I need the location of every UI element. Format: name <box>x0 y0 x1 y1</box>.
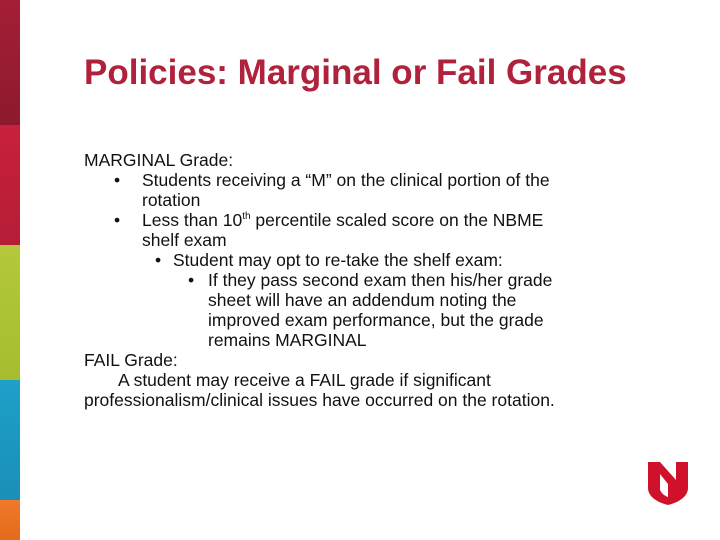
fail-text-continued: professionalism/clinical issues have occurred on the rotation. <box>84 390 555 410</box>
decor-stripe-dark-red <box>0 0 20 125</box>
fail-heading: FAIL Grade: <box>84 350 178 370</box>
bullet-text-continued: rotation <box>142 190 201 210</box>
slide-title: Policies: Marginal or Fail Grades <box>84 53 627 92</box>
marginal-heading: MARGINAL Grade: <box>84 150 234 170</box>
decor-stripe-orange <box>0 500 20 540</box>
bullet-icon: • <box>188 270 195 290</box>
sub-sub-bullet-text: If they pass second exam then his/her grade <box>208 270 553 290</box>
decor-stripe-red <box>0 125 20 245</box>
sub-bullet-text: Student may opt to re-take the shelf exam: <box>173 250 503 270</box>
bullet-icon: • <box>114 170 121 190</box>
fail-text: A student may receive a FAIL grade if significant <box>118 370 491 390</box>
sub-sub-bullet-text-continued: improved exam performance, but the grade <box>208 310 544 330</box>
bullet-text: percentile scaled score on the NBME <box>250 210 544 230</box>
superscript-text: th <box>242 211 251 223</box>
unmc-n-logo-icon <box>644 458 692 506</box>
bullet-icon: • <box>155 250 162 270</box>
bullet-item <box>84 210 644 230</box>
sub-sub-bullet-item <box>84 270 644 290</box>
bullet-text-continued: shelf exam <box>142 230 227 250</box>
sub-bullet-item <box>84 250 644 270</box>
bullet-item <box>84 170 644 190</box>
slide-body <box>84 150 644 410</box>
sub-sub-bullet-text-continued: sheet will have an addendum noting the <box>208 290 517 310</box>
sub-sub-bullet-text-continued: remains MARGINAL <box>208 330 367 350</box>
bullet-text: Less than 10 <box>142 210 243 230</box>
decor-stripe-green <box>0 245 20 380</box>
bullet-icon: • <box>114 210 121 230</box>
decor-stripe-blue <box>0 380 20 500</box>
bullet-text: Students receiving a “M” on the clinical portion of the <box>142 170 550 190</box>
